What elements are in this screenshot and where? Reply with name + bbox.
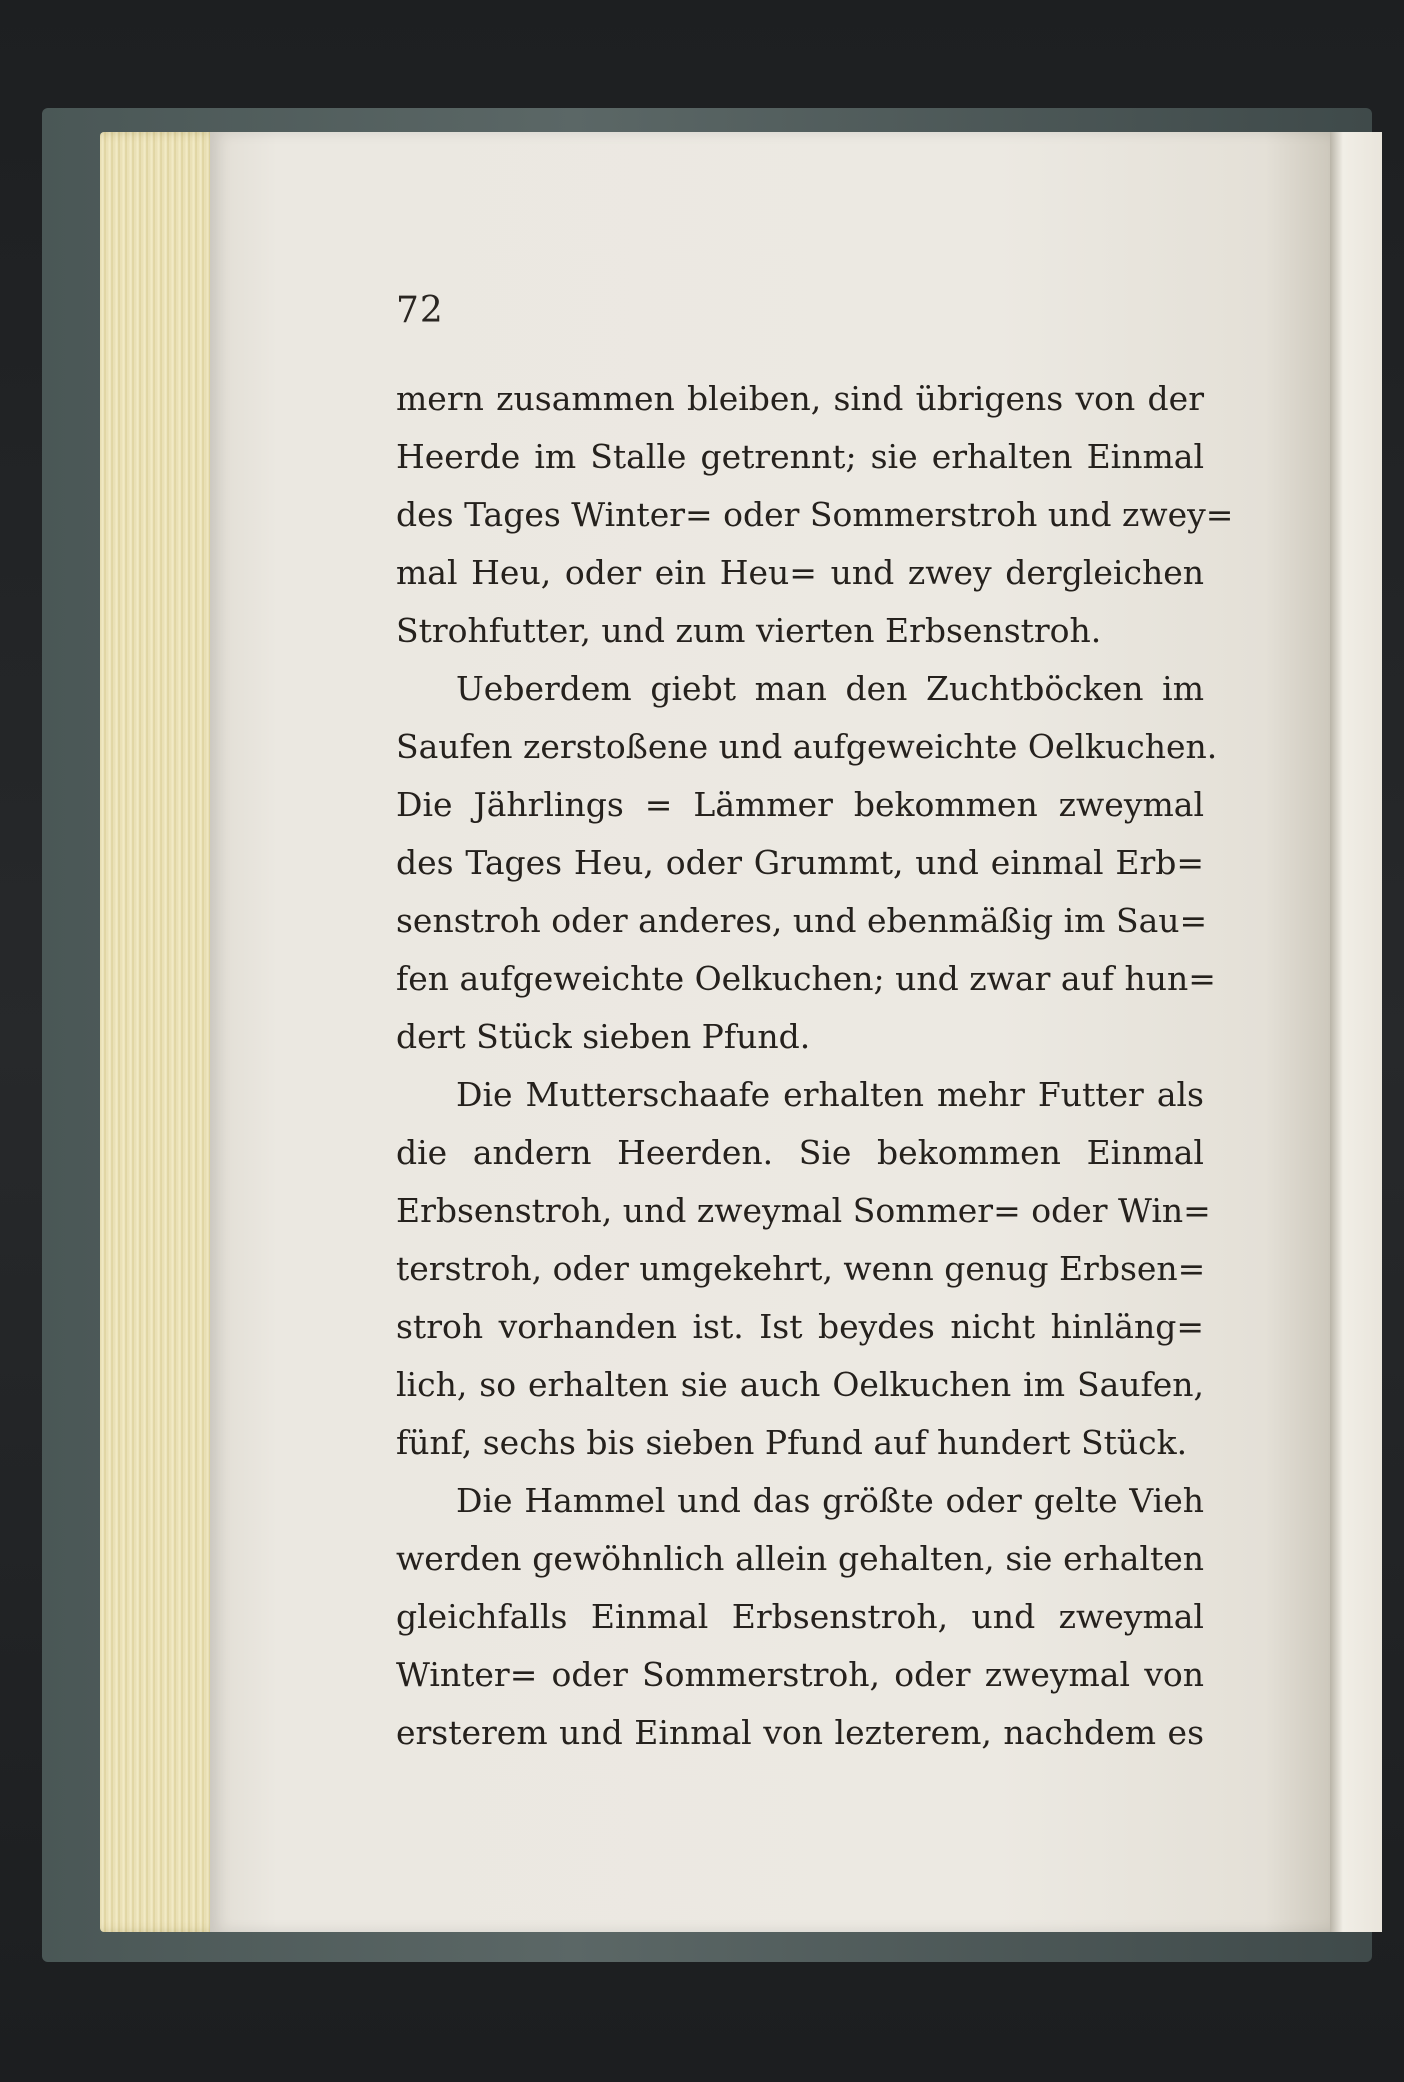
- text-line: Heerde im Stalle getrennt; sie erhalten Einmal: [396, 437, 1204, 476]
- text-line: ersterem und Einmal von lezterem, nachdem es: [396, 1713, 1204, 1752]
- page-edges: [100, 132, 220, 1932]
- text-line: mal Heu, oder ein Heu= und zwey dergleichen: [396, 553, 1204, 592]
- text-line: mern zusammen bleiben, sind übrigens von der: [396, 379, 1204, 418]
- text-line: lich, so erhalten sie auch Oelkuchen im Saufen,: [396, 1365, 1204, 1404]
- text-line: gleichfalls Einmal Erbsenstroh, und zweymal: [396, 1597, 1204, 1636]
- text-line: Ueberdem giebt man den Zuchtböcken im: [456, 669, 1204, 708]
- text-line: dert Stück sieben Pfund.: [396, 1017, 811, 1056]
- text-line: fünf, sechs bis sieben Pfund auf hundert Stück.: [396, 1423, 1188, 1462]
- text-line: Die Hammel und das größte oder gelte Vieh: [456, 1481, 1204, 1520]
- text-line: senstroh oder anderes, und ebenmäßig im Sau=: [396, 901, 1208, 940]
- text-line: terstroh, oder umgekehrt, wenn genug Erbsen=: [396, 1249, 1206, 1288]
- text-line: des Tages Heu, oder Grummt, und einmal Erb=: [396, 843, 1204, 882]
- text-line: Erbsenstroh, und zweymal Sommer= oder Win=: [396, 1191, 1211, 1230]
- text-line: Saufen zerstoßene und aufgeweichte Oelkuchen.: [396, 727, 1218, 766]
- text-line: Die Mutterschaafe erhalten mehr Futter als: [456, 1075, 1204, 1114]
- page-number: 72: [396, 290, 444, 331]
- body-text: [396, 370, 1234, 1762]
- text-line: fen aufgeweichte Oelkuchen; und zwar auf hun=: [396, 959, 1216, 998]
- text-line: stroh vorhanden ist. Ist beydes nicht hinläng=: [396, 1307, 1204, 1346]
- text-line: Die Jährlings = Lämmer bekommen zweymal: [396, 785, 1204, 824]
- text-line: werden gewöhnlich allein gehalten, sie erhalten: [396, 1539, 1204, 1578]
- text-line: des Tages Winter= oder Sommerstroh und zwey=: [396, 495, 1234, 534]
- next-page-edge: [1330, 132, 1382, 1932]
- text-line: die andern Heerden. Sie bekommen Einmal: [396, 1133, 1204, 1172]
- text-line: Strohfutter, und zum vierten Erbsenstroh.: [396, 611, 1102, 650]
- text-line: Winter= oder Sommerstroh, oder zweymal von: [396, 1655, 1204, 1694]
